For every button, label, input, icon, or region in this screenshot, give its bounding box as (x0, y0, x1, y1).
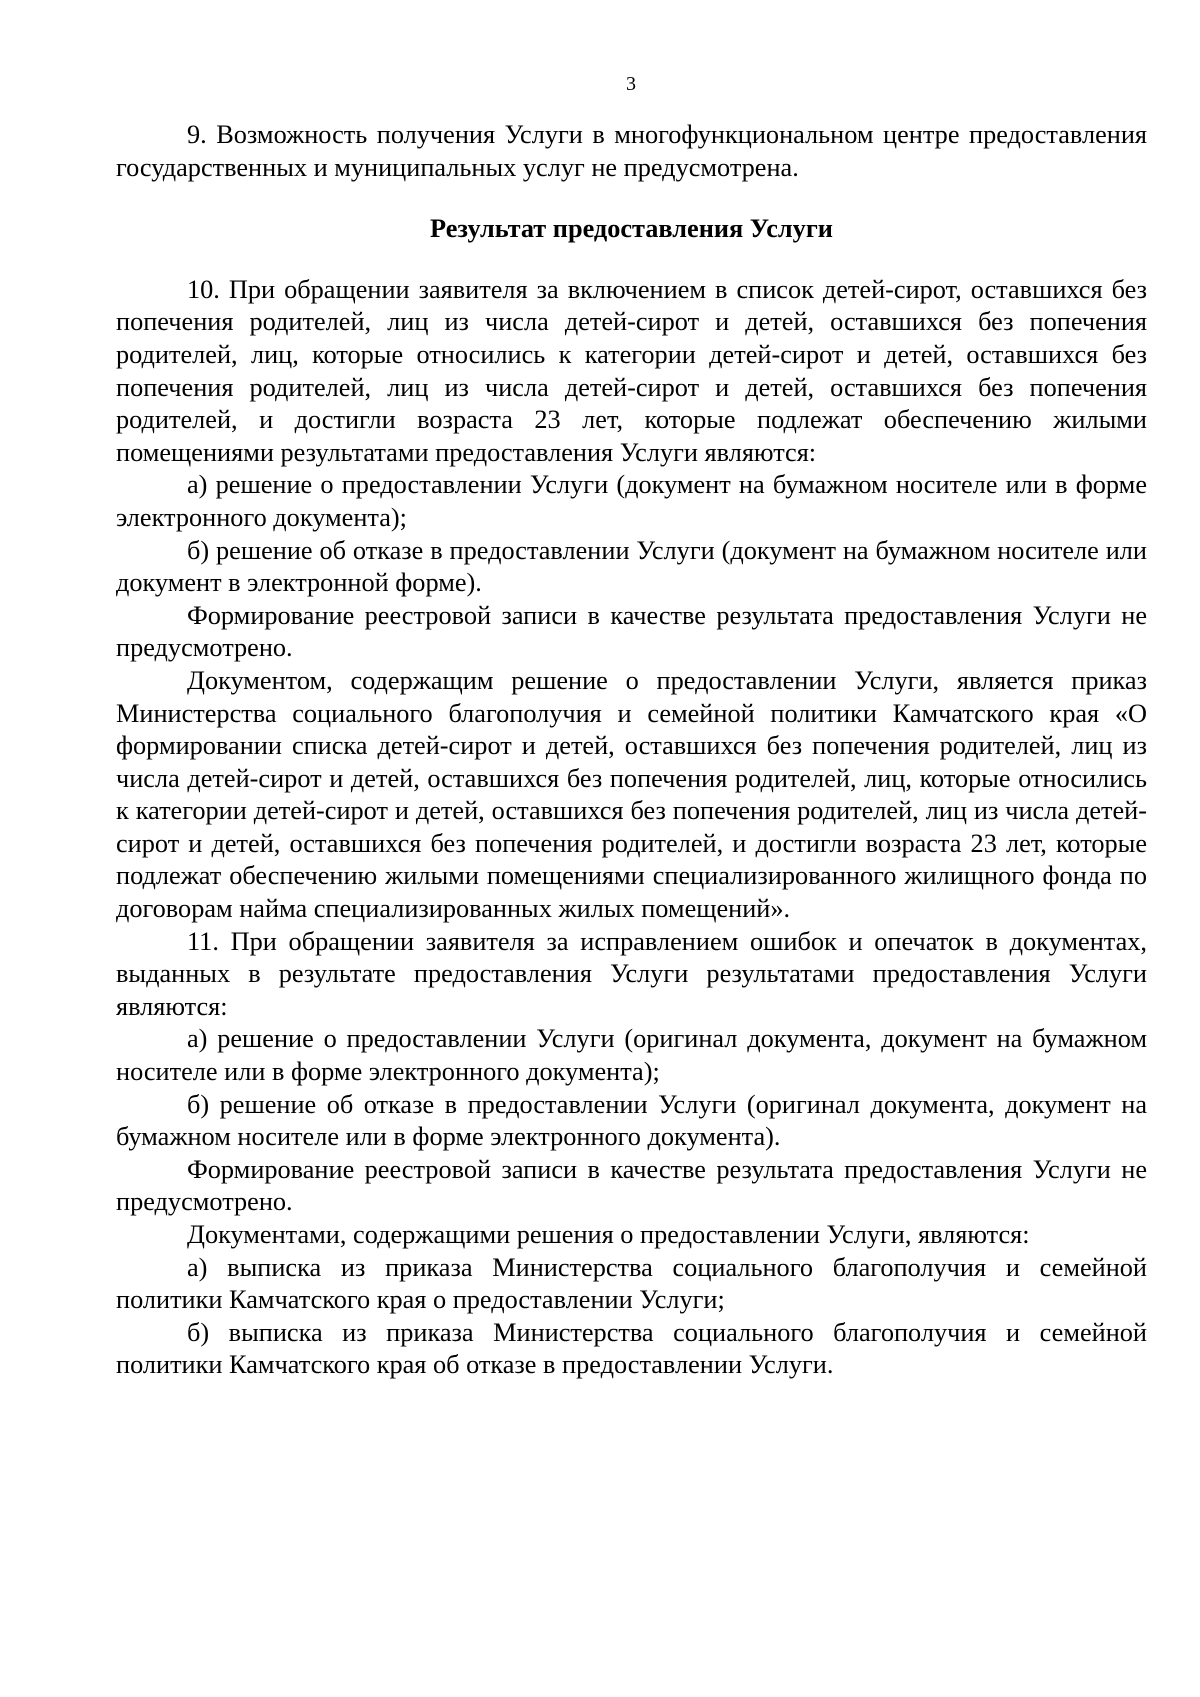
paragraph-10-order-document: Документом, содержащим решение о предоставлении Услуги, является приказ Министерства социального благополучия и семейной политики Камчатского края «О формировании списка детей-сирот и детей, оставшихся без попечения родителей, лиц из числа детей-сирот и детей, оставшихся без попечения родителей, лиц, которые относились к категории детей-сирот и детей, оставшихся без попечения родителей, лиц из числа детей-сирот и детей, оставшихся без попечения родителей, и достигли возраста 23 лет, которые подлежат обеспечению жилыми помещениями специализированного жилищного фонда по договорам найма специализированных жилых помещений». (116, 665, 1147, 924)
paragraph-11-item-b: б) решение об отказе в предоставлении Услуги (оригинал документа, документ на бумажном носителе или в форме электронного документа). (116, 1089, 1147, 1152)
paragraph-11-registry-note: Формирование реестровой записи в качестве результата предоставления Услуги не предусмотрено. (116, 1154, 1147, 1217)
section-heading: Результат предоставления Услуги (430, 214, 833, 244)
document-body (116, 119, 1147, 1382)
paragraph-11-item-a: а) решение о предоставлении Услуги (оригинал документа, документ на бумажном носителе или в форме электронного документа); (116, 1024, 1147, 1087)
paragraph-11-extract-b: б) выписка из приказа Министерства социального благополучия и семейной политики Камчатского края об отказе в предоставлении Услуги. (116, 1317, 1147, 1380)
paragraph-11: 11. При обращении заявителя за исправлением ошибок и опечаток в документах, выданных в результате предоставления Услуги результатами предоставления Услуги являются: (116, 926, 1147, 1021)
paragraph-11-extract-a: а) выписка из приказа Министерства социального благополучия и семейной политики Камчатского края о предоставлении Услуги; (116, 1252, 1147, 1315)
paragraph-10-registry-note: Формирование реестровой записи в качестве результата предоставления Услуги не предусмотрено. (116, 600, 1147, 663)
page-number: 3 (626, 73, 636, 95)
paragraph-10-item-a: а) решение о предоставлении Услуги (документ на бумажном носителе или в форме электронного документа); (116, 470, 1147, 532)
paragraph-10-item-b: б) решение об отказе в предоставлении Услуги (документ на бумажном носителе или документ в электронной форме). (116, 535, 1147, 598)
paragraph-9: 9. Возможность получения Услуги в многофункциональном центре предоставления государственных и муниципальных услуг не предусмотрена. (116, 120, 1147, 182)
paragraph-10: 10. При обращении заявителя за включением в список детей-сирот, оставшихся без попечения родителей, лиц из числа детей-сирот и детей, оставшихся без попечения родителей, лиц, которые относились к категории детей-сирот и детей, оставшихся без попечения родителей, лиц из числа детей-сирот и детей, оставшихся без попечения родителей, и достигли возраста 23 лет, которые подлежат обеспечению жилыми помещениями результатами предоставления Услуги являются: (116, 274, 1147, 467)
paragraph-11-documents-intro: Документами, содержащими решения о предоставлении Услуги, являются: (187, 1220, 1030, 1249)
